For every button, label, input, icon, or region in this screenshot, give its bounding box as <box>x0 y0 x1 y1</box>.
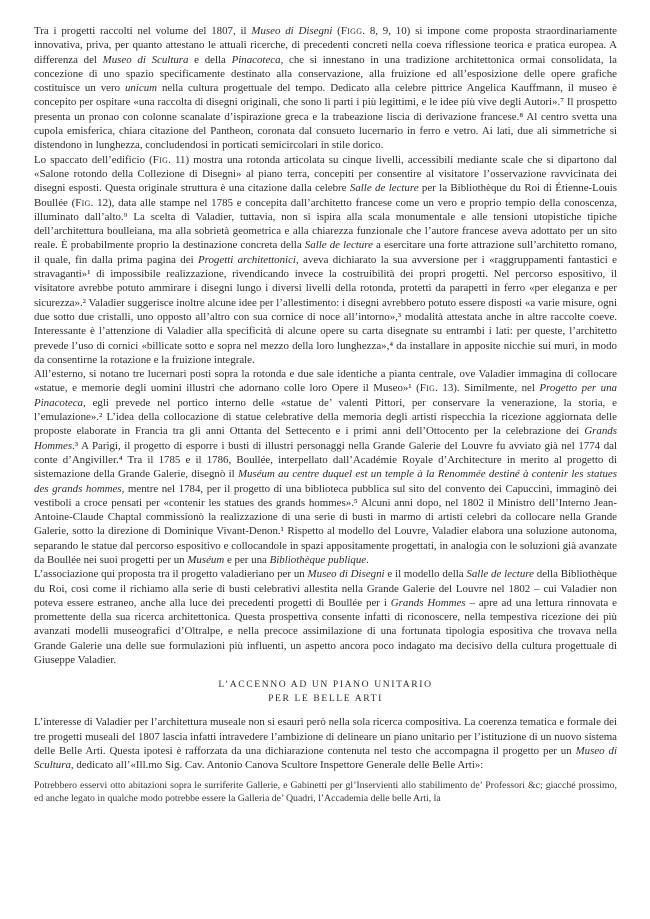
text-run: Tra i progetti raccolti nel volume del 1807, il <box>34 25 252 37</box>
text-run: e il modello della <box>384 568 467 581</box>
document-page <box>34 24 617 806</box>
text-run: , dedicato all’«Ill.mo Sig. Cav. Antonio Canova Scultore Inspettore Generale delle Belle Arti»: <box>70 759 484 772</box>
italic-run: Museo di Disegni <box>251 25 333 37</box>
text-run: , mentre nel 1784, per il progetto di una biblioteca pubblica sul sito del convento dei Capuccini, immaginò dei vestiboli a croce pensati per «contenir les statues des grands hommes».⁵ Alcuni anni dopo, nel 1802 il Ministro dell’Interno Jean-Antoine-Claude Chaptal commissionò la realizzazione di una serie di busti in marmo di artisti celebri da collocare nella Grande Galerie, sotto la direzione di Dominique Vivant-Denon.¹ Rispetto al modello del Louvre, Valadier elabora una soluzione autonoma, separando le statue dal percorso espositivo e collocandole in spazi appositamente progettati, in analogia con le soluzioni già avanzate da Boullée nei suoi progetti per un <box>34 482 617 566</box>
figure-ref: Figg <box>340 25 363 37</box>
text-run: . <box>366 553 369 566</box>
paragraph <box>34 367 617 567</box>
italic-run: Bibliothèque publique <box>269 553 367 566</box>
text-run: L’associazione qui proposta tra il progetto valadieriano per un <box>34 568 308 581</box>
text-run: Lo spaccato dell’edificio ( <box>34 153 153 166</box>
italic-run: Museo di Scultura <box>102 53 189 66</box>
italic-run: Grands Hommes <box>390 596 466 609</box>
section-body-text <box>34 715 617 772</box>
figure-ref: Fig <box>152 153 169 166</box>
italic-run: Grands Hommes <box>34 425 617 452</box>
italic-run: Salle de lecture <box>349 182 419 195</box>
text-run: L’interesse di Valadier per l’architettura museale non si esaurì però nella sola ricerca compositiva. La coerenza tematica e formale dei tre progetti museali del 1807 lascia infatti intravedere l’ambizione di delineare un piano unitario per l’istituzione di un nuovo sistema delle Belle Arti. Questa ipotesi è rafforzata da una dichiarazione contenuta nel testo che accompagna il progetto per un <box>34 716 617 757</box>
italic-run: Museo di Scultura <box>34 744 617 772</box>
paragraph <box>34 715 617 772</box>
text-run: per la Bibliothèque du Roi di Étienne-Louis Boullée ( <box>34 182 617 209</box>
paragraph <box>34 567 617 667</box>
text-run: , egli prevede nel portico interno delle «statue de’ valenti Pittori, per conservare la venerazione, la storia, e l’emulazione».² L’idea della collocazione di statue celebrative della memoria degli artisti rispecchia la ricezione aggiornata delle proposte elaborate in Francia tra gli anni Ottanta del Settecento e i primi anni dell’Ottocento per la celebrazione dei <box>34 396 617 438</box>
italic-run: Museo di Disegni <box>307 568 385 581</box>
text-run: All’esterno, si notano tre lucernari posti sopra la rotonda e due sale identiche a pianta centrale, ove Valadier immagina di collocare «statue, e memorie degli uomini illustri che adornano colle loro Opere il Museo»¹ ( <box>34 368 617 395</box>
section-heading-line-1: L’ACCENNO AD UN PIANO UNITARIO <box>218 679 433 691</box>
section-heading-line-2: PER LE BELLE ARTI <box>268 693 383 705</box>
italic-run: Progetti architettonici <box>198 253 296 266</box>
body-text <box>34 24 617 667</box>
text-run: nella cultura progettuale del tempo. Dedicato alla celebre pittrice Angelica Kauffmann, il museo è concepito per ospitare «una raccolta di disegni originali, che sono li parti i più legittimi, e le idee più vive degli Autori».⁷ Il prospetto presenta un pronao con colonne scanalate d’ispirazione greca e la trabeazione liscia di derivazione francese.⁸ Al centro svetta una cupola emisferica, chiara citazione del Pantheon, coronata dal consueto lucernario in ferro e vetro. Ai lati, due ali simmetriche si distendono in lunghezza, concludendosi in porticati semicircolari in stile dorico. <box>34 82 618 152</box>
italic-run: Muséum au centre duquel est un temple à la Renommée destiné à contenir les statues des grands hommes <box>34 468 618 495</box>
italic-run: Progetto per una Pinacoteca <box>34 382 617 409</box>
text-run: – apre ad una lettura rinnovata e promettente della sua ricerca architettonica. Questa prospettiva consente infatti di riconoscere, nella tempestiva ricezione dei più avanzati modelli museografici d’Oltralpe, e nella precoce assimilazione di una fortunata tipologia espositiva che trovava nella Grande Galerie una delle sue formulazioni più influenti, un aspetto ancora poco indagato ma decisivo della cultura progettuale di Giuseppe Valadier. <box>34 596 618 667</box>
figure-ref: Fig <box>419 382 436 395</box>
text-run: . 8, 9, 10) si impone come proposta straordinariamente innovativa, priva, per quanto attestano le attuali ricerche, di precedenti concreti nella coeva riflessione teorica e pratica europea. A differenza del <box>34 25 617 66</box>
text-run: e della <box>188 53 232 66</box>
text-run: . 11) mostra una rotonda articolata su cinque livelli, accessibili mediante scale che si dipartono dal «Salone rotondo della Collezione di Disegni» al piano terra, concepiti per consentire al visitatore l’osservazione ravvicinata dei disegni esposti. Questa originale struttura è una citazione dalla celebre <box>34 153 617 195</box>
text-run: e per una <box>224 553 270 566</box>
italic-run: Pinacoteca <box>231 53 281 66</box>
italic-run: Salle de lecture <box>466 568 534 581</box>
text-run: , aveva dichiarato la sua avversione per i «raggruppamenti fantastici e stravaganti»¹ di impossibile realizzazione, rivendicando invece la costruibilità dei propri progetti. Nel percorso espositivo, il visitatore avrebbe potuto ammirare i disegni lungo i diversi livelli della rotonda, protetti da parapetti in ferro «per eleganza e per sicurezza».² Valadier suggerisce inoltre alcune idee per l’allestimento: i disegni avrebbero potuto essere disposti «a varie misure, ogni due sotto due cristalli, uno opposto all’altro con sua cornice di noce all’intorno»,³ modalità attestata anche in altre raccolte coeve. Interessante è l’attenzione di Valadier alla specificità di alcune opere su carta disegnate su entrambi i lati: per queste, l’architetto prevede l’uso di cornici «billicate sotto e sopra nel mezzo della loro lunghezza»,⁴ da installare in apposite nicchie sui muri, in modo da consentirne la rotazione e la fruizione integrale. <box>34 253 617 366</box>
paragraph <box>34 153 617 367</box>
text-run: .³ A Parigi, il progetto di esporre i busti di illustri personaggi nella Grande Galerie del Louvre fu avviato già nel 1774 dal conte d’Angiviller.⁴ Tra il 1785 e il 1786, Boullée, interpellato dall’Académie Royale d’Architecture in merito al progetto di sistemazione della Grande Galerie, disegnò il <box>34 439 617 481</box>
italic-run: unicum <box>124 82 158 95</box>
italic-run: Salle de lecture <box>304 239 373 252</box>
text-run: a esercitare una forte attrazione sull’architetto romano, il quale, fin dalla prima pagina dei <box>34 239 618 266</box>
italic-run: Muséum <box>187 553 225 566</box>
figure-ref: Fig <box>75 196 91 209</box>
text-run: , che si innestano in una tradizione architettonica ormai consolidata, la concezione di uno spazio specificamente destinato alla conservazione, alla fruizione ed all’esposizione delle opere grafiche costituisce un vero <box>34 53 618 95</box>
paragraph <box>34 24 617 153</box>
text-run: . 13). Similmente, nel <box>435 382 540 395</box>
text-run: della Bibliothèque du Roi, così come il richiamo alla serie di busti celebrativi allestita nella Grande Galerie del Louvre nel 1802 – cui Valadier non poteva essere estraneo, anche alla luce dei precedenti progetti di Boullée per i <box>34 568 617 609</box>
text-run: ( <box>332 25 341 37</box>
text-run: . 12), data alle stampe nel 1785 e concepita dall’architetto francese come un vero e proprio tempio della conoscenza, illuminato dall’alto.⁹ La scelta di Valadier, tuttavia, non si ispira alla scala monumentale e alle tensioni utopistiche tipiche dell’architettura boulleiana, ma alla sobrietà geometrica e alla chiarezza funzionale che l’autore francese aveva adottato per un sito reale. È probabilmente proprio la destinazione concreta della <box>34 196 617 252</box>
block-quote: Potrebbero esservi otto abitazioni sopra le surriferite Gallerie, e Gabinetti per gl’Inservienti allo stabilimento de’ Professori &c; giacché prossimo, ed anche legato in qualche modo potrebbe essere la Galleria de’ Quadri, l’Accademia delle belle Arti, la <box>34 779 617 805</box>
